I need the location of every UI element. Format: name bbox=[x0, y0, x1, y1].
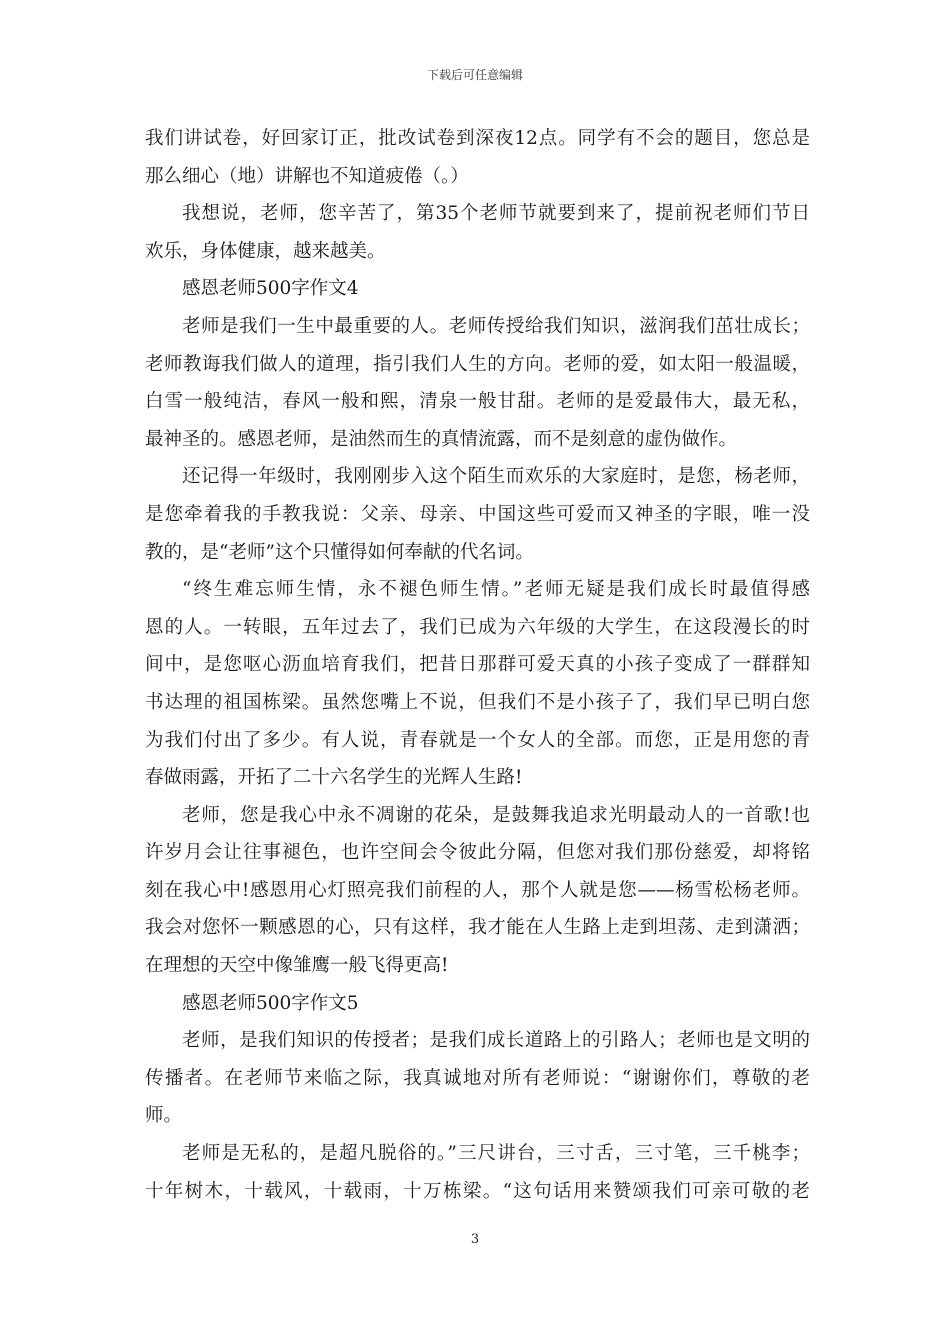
text-line: 刻在我心中!感恩用心灯照亮我们前程的人，那个人就是您——杨雪松杨老师。 bbox=[145, 879, 810, 901]
text-line: 我会对您怀一颗感恩的心，只有这样，我才能在人生路上走到坦荡、走到潇洒； bbox=[145, 917, 810, 939]
text-line: 老师，您是我心中永不凋谢的花朵，是鼓舞我追求光明最动人的一首歌!也 bbox=[182, 804, 810, 826]
text-line: 老师，是我们知识的传授者；是我们成长道路上的引路人；老师也是文明的 bbox=[182, 1030, 810, 1052]
text-line: “终生难忘师生情，永不褪色师生情。”老师无疑是我们成长时最值得感 bbox=[182, 579, 810, 601]
document-body bbox=[145, 120, 810, 1210]
text-line: 是您牵着我的手教我说：父亲、母亲、中国这些可爱而又神圣的字眼，唯一没 bbox=[145, 503, 810, 525]
text-line: 师。 bbox=[145, 1105, 183, 1127]
section-heading: 感恩老师500字作文5 bbox=[182, 992, 359, 1014]
text-line: 那么细心（地）讲解也不知道疲倦（。） bbox=[145, 165, 469, 187]
text-line: 还记得一年级时，我刚刚步入这个陌生而欢乐的大家庭时，是您，杨老师， bbox=[182, 466, 810, 488]
text-line: 教的，是“老师”这个只懂得如何奉献的代名词。 bbox=[145, 541, 534, 563]
text-line: 欢乐，身体健康，越来越美。 bbox=[145, 240, 386, 262]
page-number: 3 bbox=[470, 1232, 480, 1247]
text-line: 间中，是您呕心沥血培育我们，把昔日那群可爱天真的小孩子变成了一群群知 bbox=[145, 654, 810, 676]
text-line: 春做雨露，开拓了二十六名学生的光辉人生路! bbox=[145, 767, 523, 789]
text-line: 我想说，老师，您辛苦了，第35个老师节就要到来了，提前祝老师们节日 bbox=[182, 203, 810, 225]
text-line: 许岁月会让往事褪色，也许空间会令彼此分隔，但您对我们那份慈爱，却将铭 bbox=[145, 842, 810, 864]
section-heading: 感恩老师500字作文4 bbox=[182, 278, 359, 300]
text-line: 老师是无私的，是超凡脱俗的。”三尺讲台，三寸舌，三寸笔，三千桃李； bbox=[182, 1143, 810, 1165]
page-header-note: 下载后可任意编辑 bbox=[426, 68, 523, 82]
text-line: 恩的人。一转眼，五年过去了，我们已成为六年级的大学生，在这段漫长的时 bbox=[145, 616, 810, 638]
text-line: 书达理的祖国栋梁。虽然您嘴上不说，但我们不是小孩子了，我们早已明白您 bbox=[145, 691, 810, 713]
text-line: 为我们付出了多少。有人说，青春就是一个女人的全部。而您，正是用您的青 bbox=[145, 729, 810, 751]
text-line: 老师是我们一生中最重要的人。老师传授给我们知识，滋润我们茁壮成长； bbox=[182, 315, 810, 337]
text-line: 十年树木，十载风，十载雨，十万栋梁。“这句话用来赞颂我们可亲可敬的老 bbox=[145, 1180, 810, 1202]
text-line: 在理想的天空中像雏鹰一般飞得更高! bbox=[145, 955, 449, 977]
text-line: 传播者。在老师节来临之际，我真诚地对所有老师说：“谢谢你们，尊敬的老 bbox=[145, 1067, 810, 1089]
text-line: 我们讲试卷，好回家订正，批改试卷到深夜12点。同学有不会的题目，您总是 bbox=[145, 128, 810, 149]
text-line: 老师教诲我们做人的道理，指引我们人生的方向。老师的爱，如太阳一般温暖， bbox=[145, 353, 810, 375]
text-line: 白雪一般纯洁，春风一般和熙，清泉一般甘甜。老师的是爱最伟大，最无私， bbox=[145, 391, 810, 413]
text-line: 最神圣的。感恩老师，是油然而生的真情流露，而不是刻意的虚伪做作。 bbox=[145, 428, 738, 450]
